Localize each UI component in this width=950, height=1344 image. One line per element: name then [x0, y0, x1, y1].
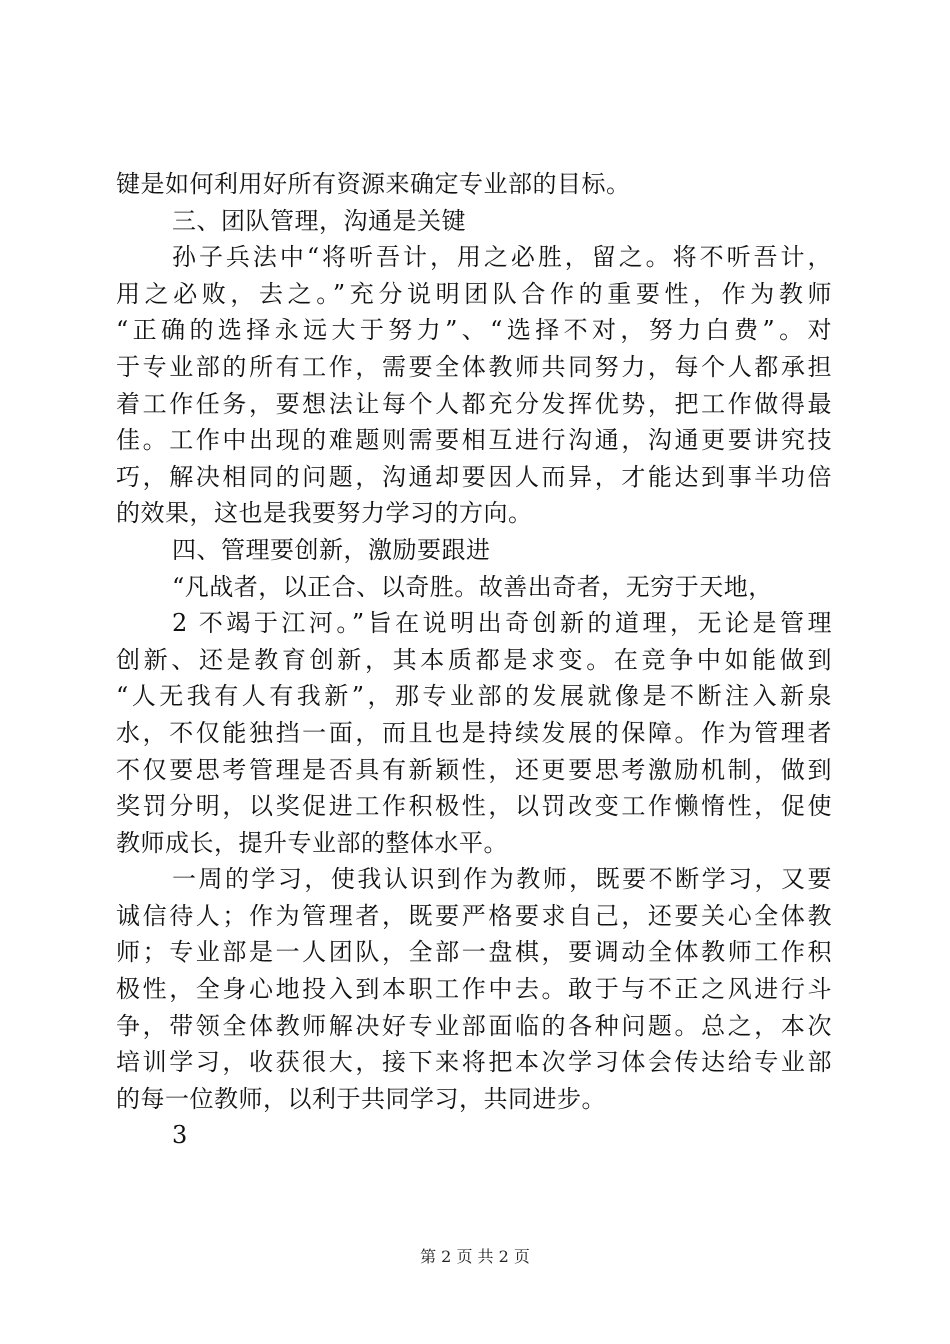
text-line: 争，带领全体教师解决好专业部面临的各种问题。总之，本次: [116, 1011, 832, 1040]
text-line: “凡战者，以正合、以奇胜。故善出奇者，无穷于天地，: [172, 572, 773, 601]
text-line: 着工作任务，要想法让每个人都充分发挥优势，把工作做得最: [116, 389, 832, 418]
text-line: 诚信待人；作为管理者，既要严格要求自己，还要关心全体教: [116, 901, 832, 930]
page-footer: 第 2 页 共 2 页: [420, 1247, 530, 1266]
text-line: 极性，全身心地投入到本职工作中去。敢于与不正之风进行斗: [116, 975, 832, 1004]
section-heading: 三、团队管理，沟通是关键: [172, 206, 466, 235]
text-line: 不仅要思考管理是否具有新颖性，还更要思考激励机制，做到: [116, 755, 832, 784]
text-line: 键是如何利用好所有资源来确定专业部的目标。: [116, 170, 631, 198]
text-line: 的效果，这也是我要努力学习的方向。: [116, 499, 533, 528]
text-line: 的每一位教师，以利于共同学习，共同进步。: [116, 1084, 606, 1113]
text-line: 创新、还是教育创新，其本质都是求变。在竞争中如能做到: [116, 645, 832, 674]
text-line: 奖罚分明，以奖促进工作积极性，以罚改变工作懒惰性，促使: [116, 792, 832, 821]
text-line: 一周的学习，使我认识到作为教师，既要不断学习，又要: [172, 865, 832, 894]
text-line: 佳。工作中出现的难题则需要相互进行沟通，沟通更要讲究技: [116, 426, 832, 455]
text-line: 教师成长，提升专业部的整体水平。: [116, 828, 508, 857]
section-heading: 四、管理要创新，激励要跟进: [172, 535, 491, 564]
document-body: [116, 166, 832, 1154]
text-line: “正确的选择永远大于努力”、“选择不对，努力白费”。对: [116, 316, 832, 345]
text-line: 于专业部的所有工作，需要全体教师共同努力，每个人都承担: [116, 352, 832, 381]
text-line: 培训学习，收获很大，接下来将把本次学习体会传达给专业部: [116, 1048, 832, 1077]
text-line: “人无我有人有我新”，那专业部的发展就像是不断注入新泉: [116, 682, 832, 711]
page-number-inline: 3: [172, 1121, 188, 1150]
text-line: 巧，解决相同的问题，沟通却要因人而异，才能达到事半功倍: [116, 462, 832, 491]
text-line: 水，不仅能独挡一面，而且也是持续发展的保障。作为管理者: [116, 718, 832, 747]
text-line: 2 不竭于江河。”旨在说明出奇创新的道理，无论是管理: [172, 609, 832, 638]
text-line: 孙子兵法中“将听吾计，用之必胜，留之。将不听吾计，: [172, 243, 832, 272]
text-line: 用之必败，去之。”充分说明团队合作的重要性，作为教师: [116, 279, 832, 308]
text-line: 师；专业部是一人团队，全部一盘棋，要调动全体教师工作积: [116, 938, 832, 967]
